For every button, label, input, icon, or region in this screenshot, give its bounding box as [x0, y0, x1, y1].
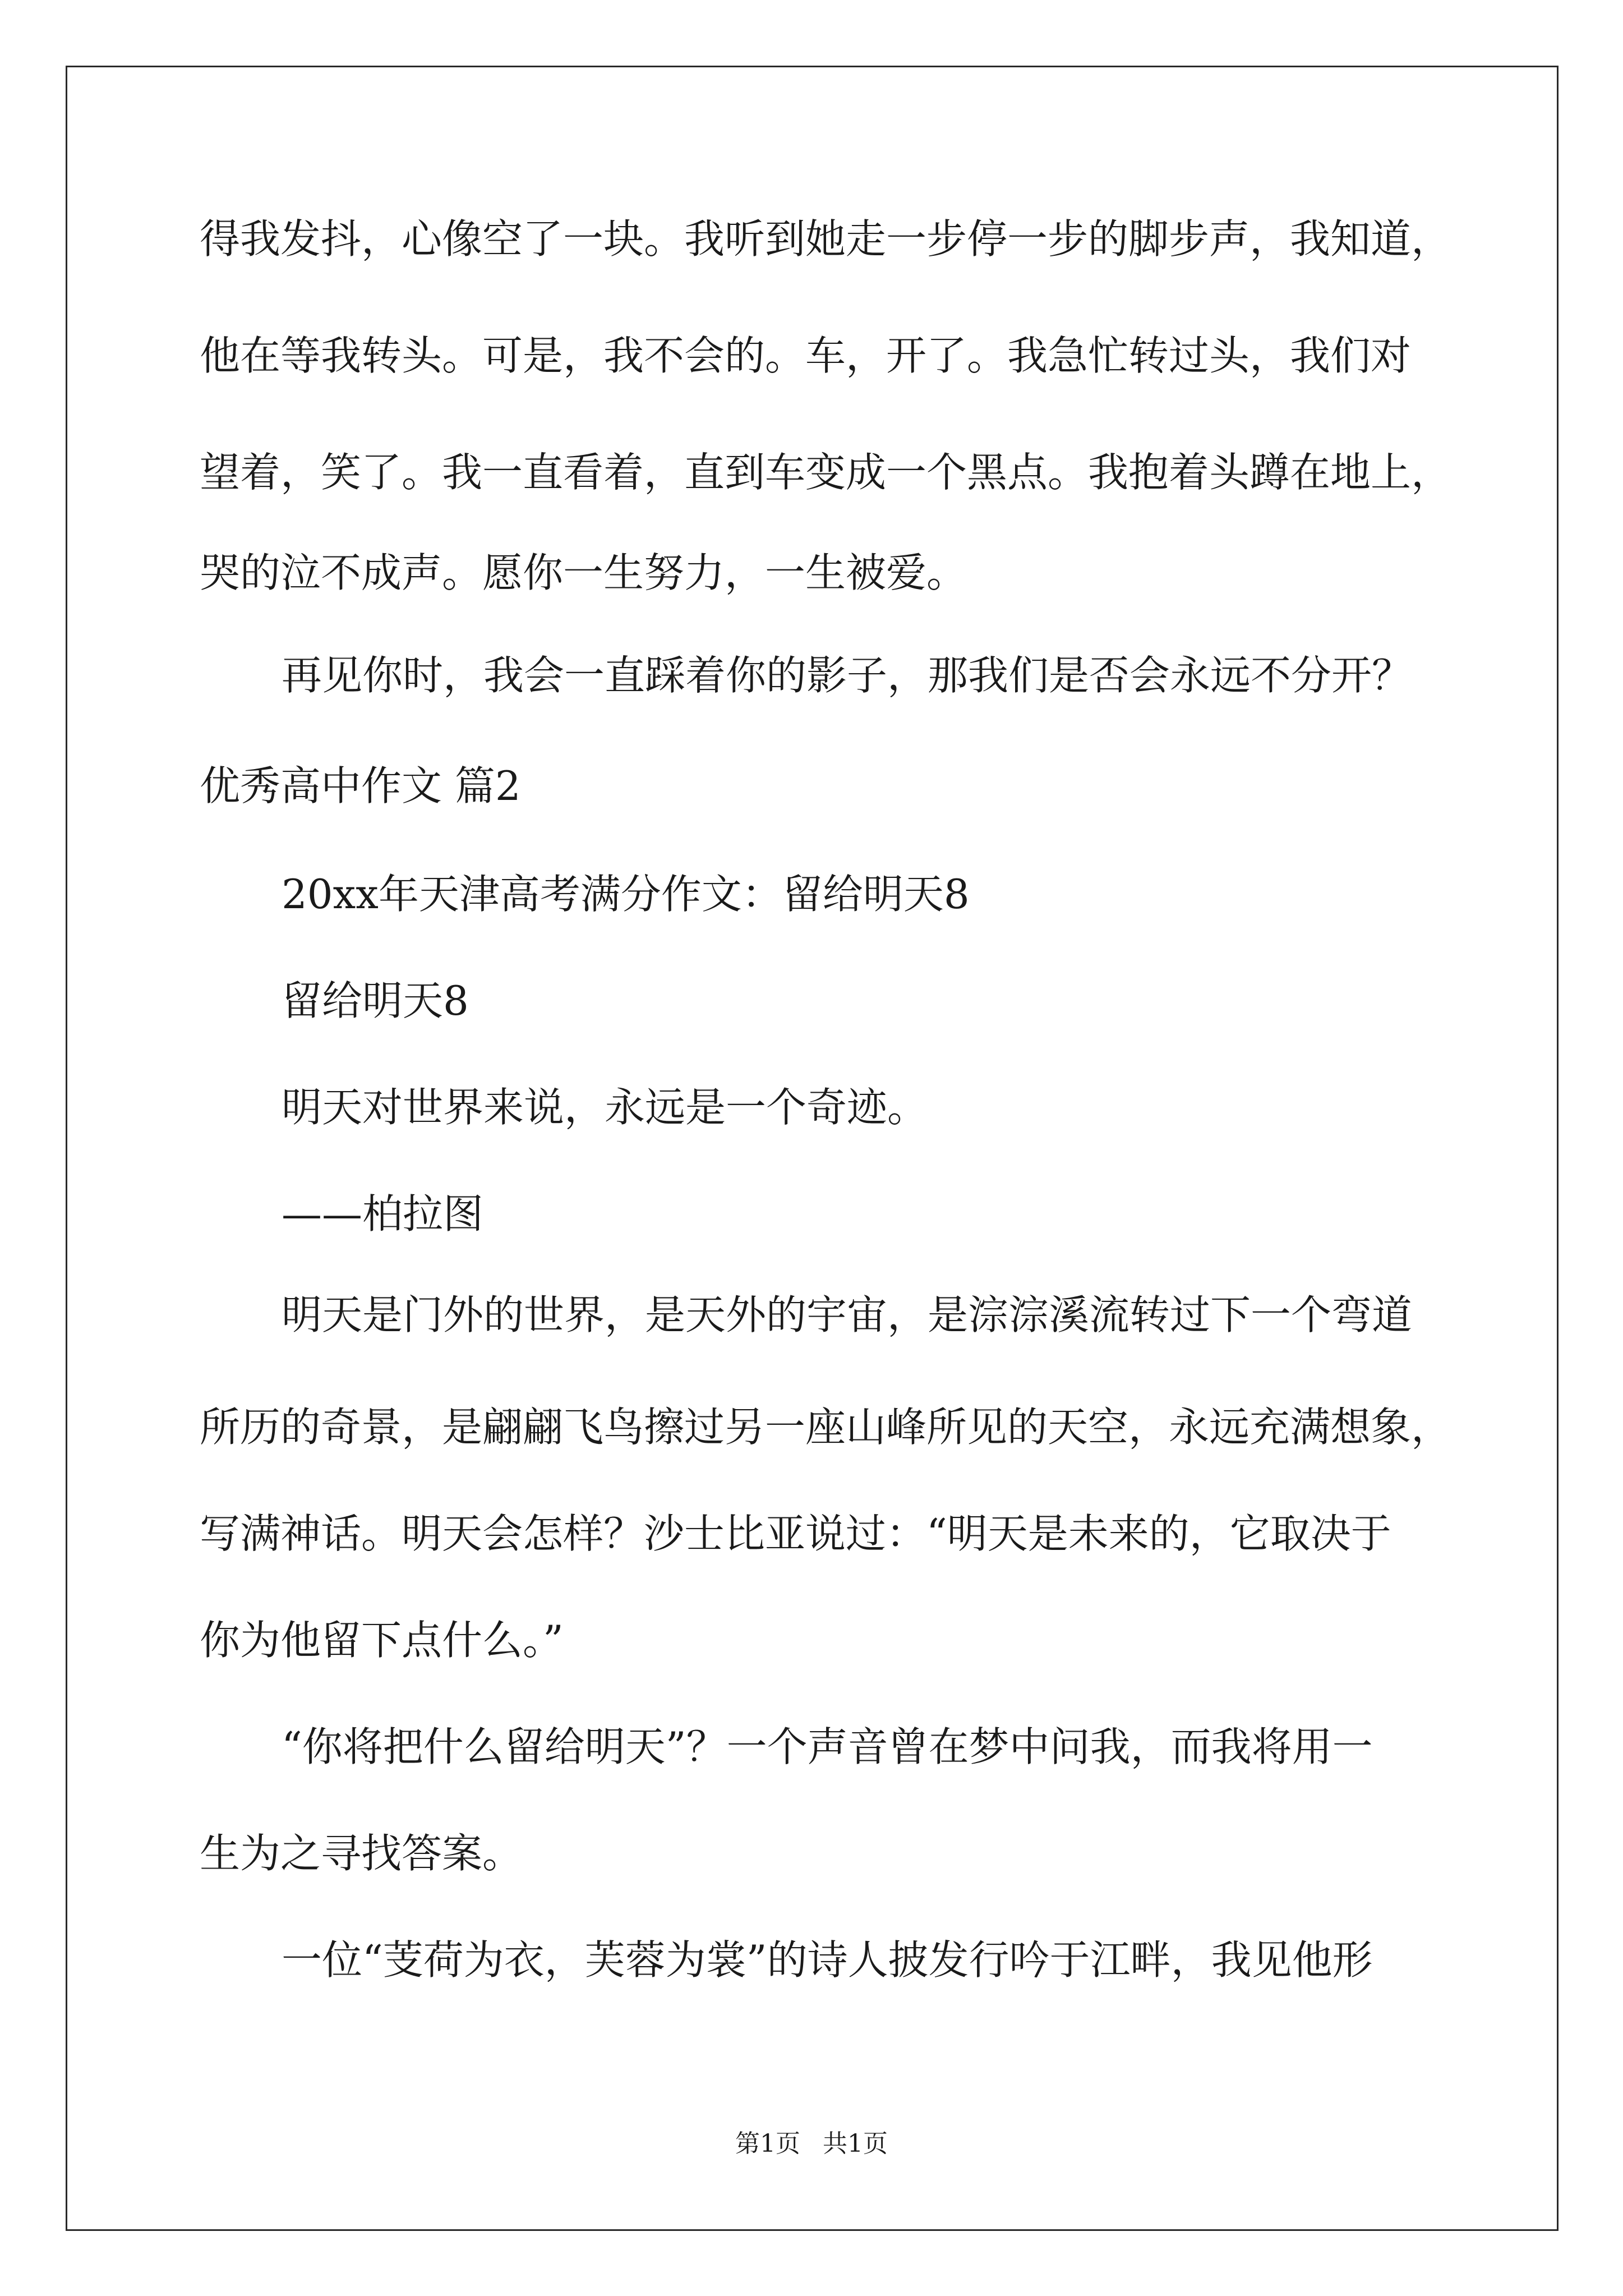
text-line: 他在等我转头。可是，我不会的。车，开了。我急忙转过头，我们对 — [200, 332, 1412, 379]
quote-author: ——柏拉图 — [282, 1190, 484, 1237]
text-line: 写满神话。明天会怎样？沙士比亚说过：“明天是未来的，它取决于 — [200, 1510, 1391, 1557]
text-line: 生为之寻找答案。 — [200, 1830, 523, 1877]
essay-subtitle: 留给明天8 — [282, 977, 469, 1024]
page-border — [66, 66, 1559, 2231]
text-line: 再见你时，我会一直踩着你的影子，那我们是否会永远不分开？ — [282, 652, 1413, 699]
text-line: 你为他留下点什么。” — [200, 1617, 564, 1664]
section-heading: 优秀高中作文 篇2 — [200, 762, 521, 809]
quote-line: 明天对世界来说，永远是一个奇迹。 — [282, 1084, 928, 1131]
text-line: “你将把什么留给明天”？一个声音曾在梦中问我，而我将用一 — [282, 1723, 1373, 1770]
page-number: 第1页 — [735, 2129, 800, 2158]
page-total: 共1页 — [823, 2129, 888, 2158]
page-footer — [0, 2129, 1623, 2158]
text-line: 得我发抖，心像空了一块。我听到她走一步停一步的脚步声，我知道， — [200, 215, 1452, 263]
text-line: 明天是门外的世界，是天外的宇宙，是淙淙溪流转过下一个弯道 — [282, 1291, 1413, 1338]
essay-title: 20xx年天津高考满分作文：留给明天8 — [282, 871, 970, 918]
text-line: 望着，笑了。我一直看着，直到车变成一个黑点。我抱着头蹲在地上， — [200, 449, 1452, 496]
text-line: 所历的奇景，是翩翩飞鸟擦过另一座山峰所见的天空，永远充满想象， — [200, 1404, 1452, 1451]
text-line: 一位“芰荷为衣，芙蓉为裳”的诗人披发行吟于江畔，我见他形 — [282, 1936, 1373, 1984]
text-line: 哭的泣不成声。愿你一生努力，一生被爱。 — [200, 549, 967, 596]
